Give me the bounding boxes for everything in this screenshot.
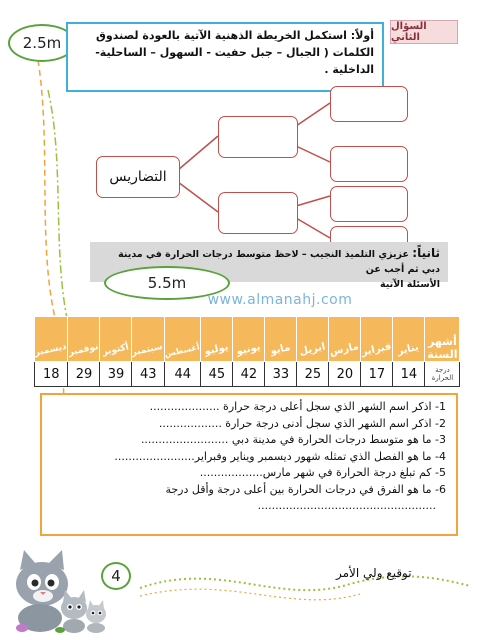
parent-signature-label: توقيع ولي الأمر bbox=[336, 566, 412, 580]
temp-cell: 14 bbox=[393, 362, 425, 387]
question-6: 6- ما هو الفرق في درجات الحرارة بين أعلى درجة وأقل درجة bbox=[165, 482, 446, 496]
map-blank-leaf-1[interactable] bbox=[330, 86, 408, 122]
month-label: نوفمبر bbox=[67, 342, 100, 359]
month-cell bbox=[297, 317, 329, 362]
month-label: أغسطس bbox=[163, 342, 201, 359]
month-label: فبراير bbox=[360, 341, 393, 359]
map-connector-upper-a bbox=[296, 103, 330, 126]
instruction-line-1: استكمل الخريطة الذهنية الآتية بالعودة لصندوق bbox=[96, 29, 351, 42]
temp-cell: 25 bbox=[297, 362, 329, 387]
month-label: مارس bbox=[328, 341, 360, 359]
month-label: ابريل bbox=[298, 341, 327, 358]
section2-text-1: عزيزي التلميذ النجيب – لاحظ متوسط درجات الحرارة في مدينة دبي ثم أجب عن bbox=[118, 249, 440, 275]
month-cell bbox=[329, 317, 361, 362]
temp-cell: 43 bbox=[132, 362, 165, 387]
month-cell bbox=[164, 317, 200, 362]
decorative-bottom-curve bbox=[140, 576, 470, 590]
temp-cell: 42 bbox=[233, 362, 265, 387]
instruction-lead: أولاً: bbox=[350, 29, 374, 42]
map-blank-leaf-2[interactable] bbox=[330, 146, 408, 182]
temp-cell: 45 bbox=[201, 362, 233, 387]
temp-cell: 29 bbox=[68, 362, 100, 387]
instruction-line-2: الكلمات ( الجبال – جبل حفيت - السهول – الساحلية- bbox=[95, 46, 374, 59]
temp-cell: 39 bbox=[100, 362, 132, 387]
section2-text-2: الأسئلة الآتية bbox=[379, 279, 440, 290]
questions-box bbox=[40, 393, 458, 536]
temp-cell: 44 bbox=[164, 362, 200, 387]
month-cell bbox=[132, 317, 165, 362]
map-root-node bbox=[96, 156, 180, 198]
temp-cell: 33 bbox=[265, 362, 297, 387]
month-header: أشهر السنة bbox=[427, 335, 458, 361]
map-blank-node-lower[interactable] bbox=[218, 192, 298, 234]
instruction-line-3: الداخلية . bbox=[324, 63, 374, 76]
question-1: 1- اذكر اسم الشهر الذي سجل أعلى درجة حرارة .................... bbox=[149, 400, 446, 413]
month-cell bbox=[233, 317, 265, 362]
month-label: يناير bbox=[396, 341, 421, 358]
month-label: أكتوبر bbox=[101, 342, 130, 358]
cat-small-1 bbox=[61, 590, 87, 633]
question-5: 5- كم تبلغ درجة الحرارة في شهر مارس.................. bbox=[199, 466, 446, 479]
map-blank-node-upper[interactable] bbox=[218, 116, 298, 158]
month-label: يونيو bbox=[235, 341, 262, 358]
question-3: 3- ما هو متوسط درجات الحرارة في مدينة دبي ......................... bbox=[140, 433, 446, 446]
question-4: 4- ما هو الفصل الذي تمثله شهور ديسمبر ويناير وفبراير....................... bbox=[114, 449, 446, 463]
map-root-label: التضاريس bbox=[109, 169, 167, 185]
month-cell bbox=[100, 317, 132, 362]
month-label: سبتمبر bbox=[131, 341, 165, 359]
page-number-badge bbox=[101, 562, 131, 590]
map-connector-upper bbox=[178, 136, 218, 170]
question-header: السؤال الثاني bbox=[390, 20, 458, 44]
map-connector-lower-a bbox=[296, 196, 330, 206]
month-cell bbox=[265, 317, 297, 362]
temp-cell: 20 bbox=[329, 362, 361, 387]
watermark-url: www.almanahj.com bbox=[207, 292, 353, 308]
cats-illustration bbox=[4, 542, 108, 634]
month-label: مايو bbox=[269, 342, 292, 358]
month-cell bbox=[35, 317, 68, 362]
month-cell bbox=[393, 317, 425, 362]
month-label: يوليو bbox=[203, 341, 230, 358]
temp-cell: 18 bbox=[35, 362, 68, 387]
decorative-bottom-curve-2 bbox=[140, 589, 360, 600]
month-label: ديسمبر bbox=[33, 341, 68, 359]
month-header-cell bbox=[425, 317, 460, 362]
temp-header: درجة الحرارة bbox=[425, 362, 460, 387]
question-6-answer-line: ................................................... bbox=[257, 499, 436, 512]
marks-top-label: 2.5m bbox=[22, 34, 62, 52]
cat-large bbox=[16, 550, 68, 632]
instruction-box bbox=[66, 22, 384, 92]
page-number: 4 bbox=[111, 567, 121, 585]
cat-small-2 bbox=[86, 600, 106, 633]
marks-mid-label: 5.5m bbox=[147, 274, 187, 292]
temp-cell: 17 bbox=[361, 362, 393, 387]
map-connector-lower-b bbox=[296, 218, 330, 238]
table-header-row bbox=[35, 317, 460, 362]
map-connector-upper-b bbox=[296, 146, 330, 162]
question-2: 2- اذكر اسم الشهر الذي سجل أدنى درجة حرارة .................. bbox=[158, 416, 446, 430]
table-temp-row bbox=[35, 362, 460, 387]
map-connector-lower bbox=[178, 182, 218, 212]
section2-lead: ثانياً: bbox=[412, 246, 440, 260]
month-cell bbox=[201, 317, 233, 362]
month-cell bbox=[68, 317, 100, 362]
map-blank-leaf-3[interactable] bbox=[330, 186, 408, 222]
temperature-table bbox=[34, 316, 460, 387]
month-cell bbox=[361, 317, 393, 362]
